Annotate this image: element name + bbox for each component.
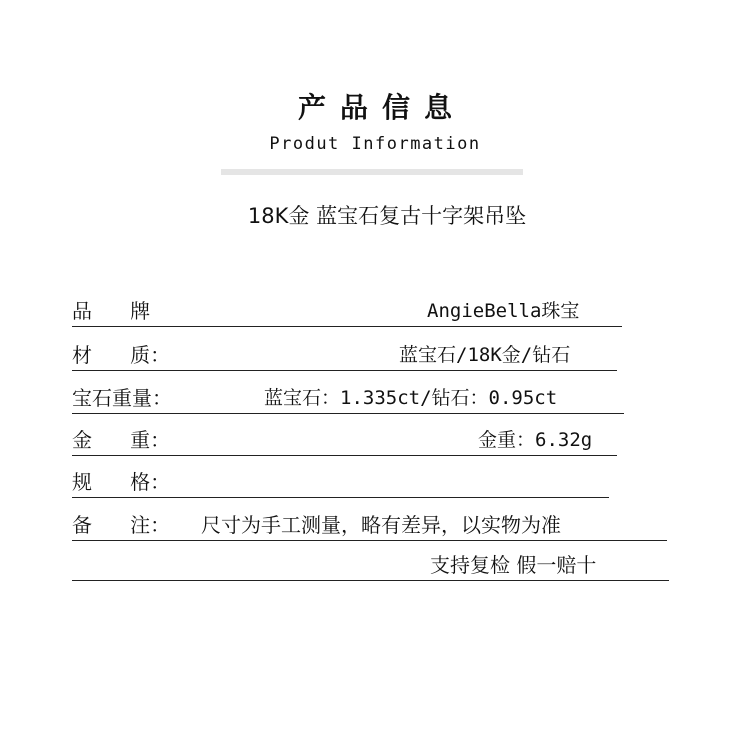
spec-row-note (72, 510, 667, 541)
spec-row-gem-weight (72, 383, 624, 414)
spec-label-gem-weight: 宝石重量： (72, 386, 172, 410)
page-title: 产品信息 (297, 91, 466, 124)
spec-value-material: 蓝宝石/18K金/钻石 (399, 344, 571, 366)
spec-value-brand: AngieBella珠宝 (427, 300, 580, 322)
title-divider (221, 169, 523, 175)
spec-value-note-line2: 支持复检 假一赔十 (430, 553, 597, 577)
spec-value-note: 尺寸为手工测量，略有差异，以实物为准 (201, 513, 561, 537)
spec-row-gold-weight (72, 425, 617, 456)
spec-value-gem-weight: 蓝宝石：1.335ct/钻石：0.95ct (264, 387, 558, 409)
spec-row-brand (72, 296, 622, 327)
page-subtitle: Produt Information (269, 134, 481, 154)
spec-label-note: 备 注： (72, 513, 171, 537)
spec-value-gold-weight: 金重：6.32g (478, 429, 593, 451)
product-name: 18K金 蓝宝石复古十字架吊坠 (247, 204, 527, 228)
spec-label-brand: 品 牌 (72, 299, 151, 323)
spec-row-size (72, 467, 609, 498)
spec-row-material (72, 340, 617, 371)
spec-row-note-cont (72, 550, 669, 581)
spec-label-gold-weight: 金 重： (72, 428, 171, 452)
spec-label-size: 规 格： (72, 470, 171, 494)
spec-label-material: 材 质： (72, 343, 171, 367)
